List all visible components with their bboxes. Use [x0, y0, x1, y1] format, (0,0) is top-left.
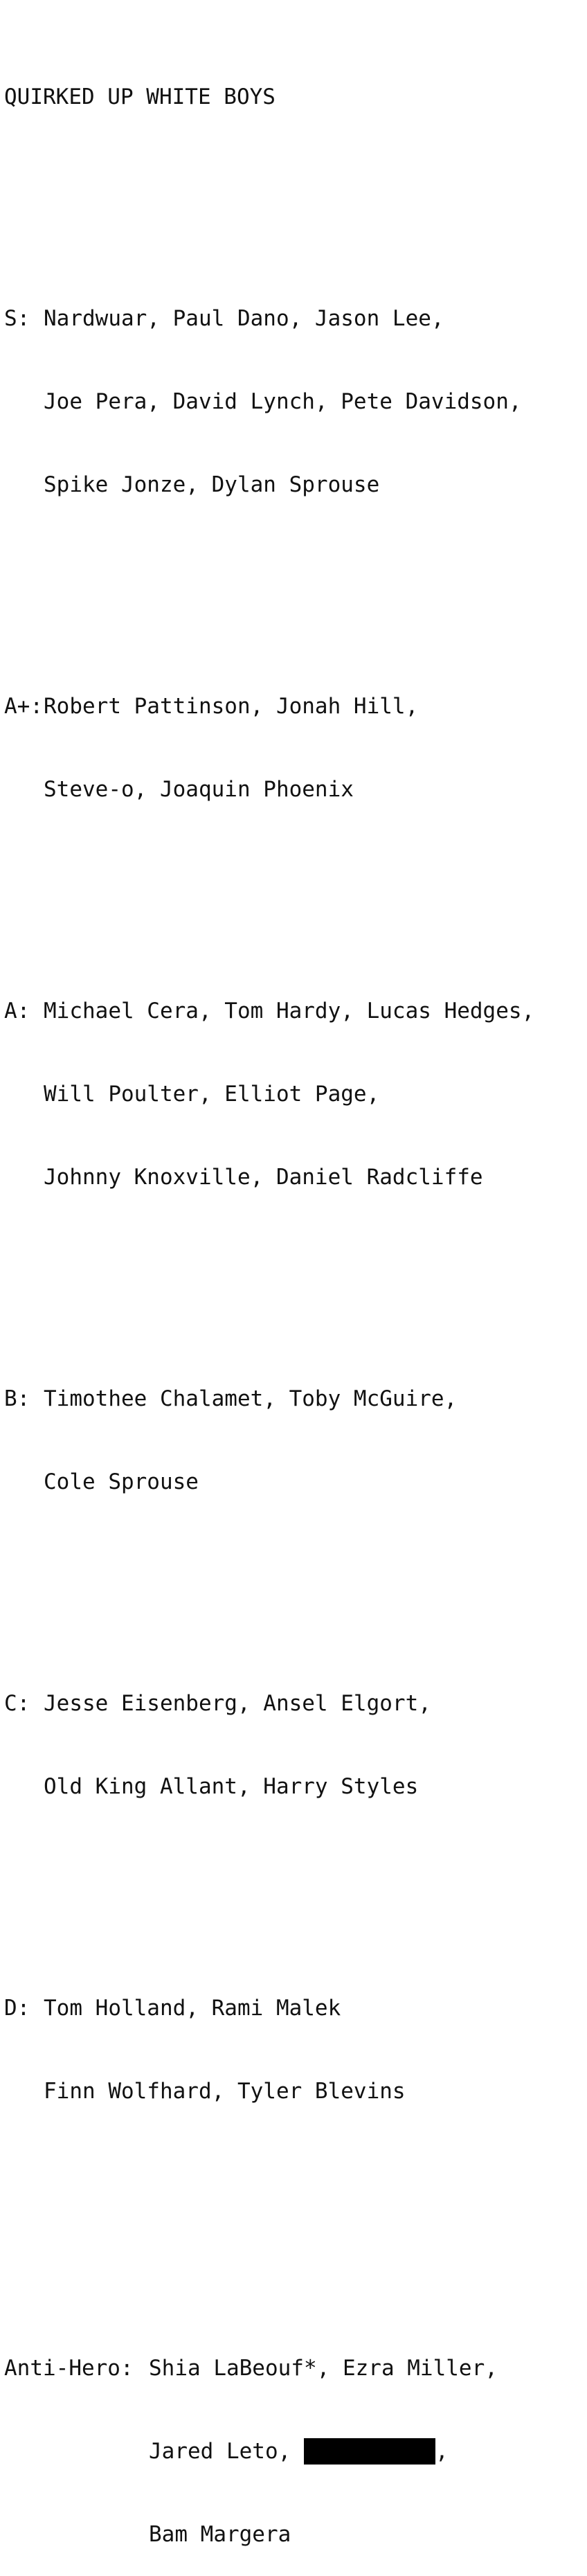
tier-a-plus-names: Robert Pattinson, Jonah Hill, — [44, 694, 419, 719]
tier-d-names: Tom Holland, Rami Malek — [44, 1996, 341, 2021]
redaction-bar — [304, 2438, 435, 2465]
tier-b-line-2 — [4, 1468, 534, 1496]
tier-d-line-1 — [4, 1994, 534, 2022]
antihero-comma: , — [435, 2439, 449, 2464]
tier-a-line-1 — [4, 997, 534, 1025]
tier-c-names: Jesse Eisenberg, Ansel Elgort, — [44, 1691, 431, 1716]
tier-s-line-2 — [4, 388, 534, 415]
tier-s-names: Spike Jonze, Dylan Sprouse — [44, 472, 380, 497]
tier-a-line-3 — [4, 1163, 534, 1191]
tier-a-names: Will Poulter, Elliot Page, — [44, 1082, 380, 1107]
tier-a-plus-names: Steve-o, Joaquin Phoenix — [44, 777, 354, 802]
tier-s-label: S: — [4, 306, 30, 331]
tier-a-names: Michael Cera, Tom Hardy, Lucas Hedges, — [44, 999, 535, 1023]
antihero-line-3 — [4, 2521, 534, 2548]
title-text: QUIRKED UP WHITE BOYS — [4, 84, 276, 109]
tier-b-line-1 — [4, 1385, 534, 1413]
tier-s-line-1 — [4, 305, 534, 332]
tier-c-label: C: — [4, 1691, 30, 1716]
antihero-label: Anti-Hero: — [4, 2356, 134, 2381]
tier-a-label: A: — [4, 999, 30, 1023]
antihero-names: Jared Leto, — [149, 2439, 291, 2464]
tier-s-names: Joe Pera, David Lynch, Pete Davidson, — [44, 389, 522, 414]
tier-list-document — [4, 28, 534, 2576]
tier-c-line-1 — [4, 1690, 534, 1717]
tier-a-plus-line-2 — [4, 776, 534, 803]
tier-d-names: Finn Wolfhard, Tyler Blevins — [44, 2079, 406, 2104]
antihero-names: Shia LaBeouf*, Ezra Miller, — [149, 2356, 498, 2381]
tier-s-line-3 — [4, 471, 534, 499]
tier-b-label: B: — [4, 1386, 30, 1411]
antihero-line-1 — [4, 2354, 534, 2382]
tier-a-plus-label: A+: — [4, 694, 43, 719]
antihero-line-2 — [4, 2438, 534, 2465]
tier-a-plus-line-1 — [4, 692, 534, 720]
tier-b-names: Timothee Chalamet, Toby McGuire, — [44, 1386, 458, 1411]
document-title — [4, 83, 534, 111]
tier-d-label: D: — [4, 1996, 30, 2021]
tier-a-names: Johnny Knoxville, Daniel Radcliffe — [44, 1165, 483, 1190]
antihero-names: Bam Margera — [149, 2522, 291, 2547]
tier-s-names: Nardwuar, Paul Dano, Jason Lee, — [44, 306, 444, 331]
tier-c-line-2 — [4, 1773, 534, 1800]
tier-c-names: Old King Allant, Harry Styles — [44, 1774, 419, 1799]
tier-d-line-2 — [4, 2077, 534, 2105]
tier-b-names: Cole Sprouse — [44, 1469, 199, 1494]
tier-a-line-2 — [4, 1080, 534, 1108]
